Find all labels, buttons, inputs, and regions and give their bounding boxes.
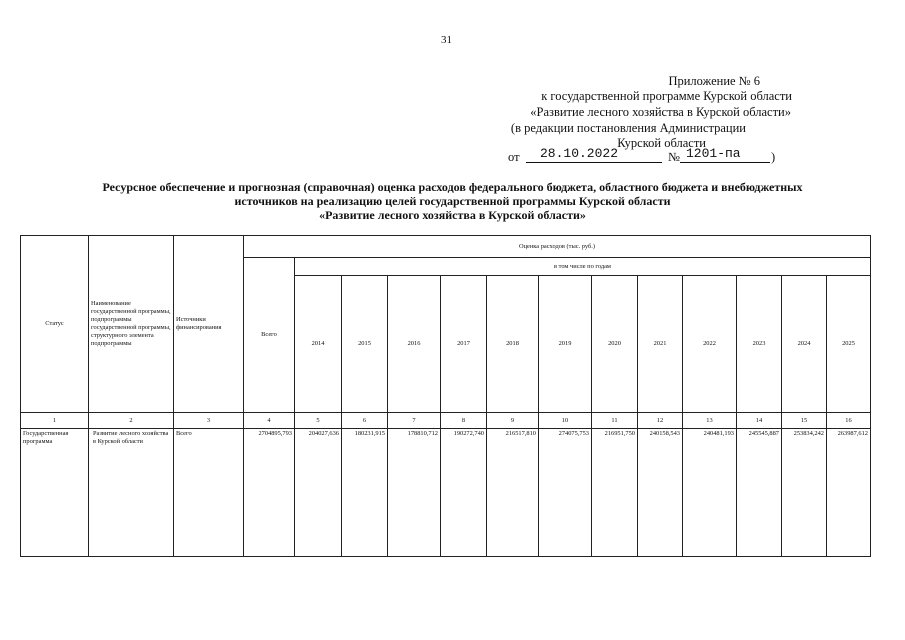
appendix-line-2: «Развитие лесного хозяйства в Курской области»: [530, 105, 791, 119]
header-status: Статус: [21, 236, 89, 413]
index-cell: 10: [539, 413, 592, 429]
appendix-title: Приложение № 6: [668, 74, 760, 88]
decree-date-number-row: [506, 146, 796, 164]
row-year-value: 190272,740: [441, 429, 487, 557]
index-cell: 9: [487, 413, 539, 429]
header-name: Наименование государственной программы, подпрограммы государственной программы, структурного элемента подпрограммы: [89, 236, 174, 413]
header-year: 2020: [592, 276, 638, 413]
header-estimate: Оценка расходов (тыс. руб.): [244, 236, 871, 258]
header-year: 2017: [441, 276, 487, 413]
appendix-line-1: к государственной программе Курской области: [541, 89, 792, 103]
index-cell: 2: [89, 413, 174, 429]
header-year: 2018: [487, 276, 539, 413]
index-cell: 11: [592, 413, 638, 429]
appendix-line-3: (в редакции постановления Администрации: [510, 121, 746, 135]
header-total: Всего: [244, 258, 295, 413]
index-cell: 3: [174, 413, 244, 429]
index-cell: 12: [638, 413, 683, 429]
index-cell: 1: [21, 413, 89, 429]
row-total: 2704895,793: [244, 429, 295, 557]
row-status: Государственная программа: [21, 429, 89, 557]
page-number: 31: [441, 34, 452, 46]
index-cell: 14: [737, 413, 782, 429]
index-cell: 13: [683, 413, 737, 429]
date-underline: [526, 162, 662, 163]
index-cell: 4: [244, 413, 295, 429]
header-year: 2015: [342, 276, 388, 413]
index-cell: 5: [295, 413, 342, 429]
header-year: 2025: [827, 276, 871, 413]
index-cell: 6: [342, 413, 388, 429]
number-prefix: №: [668, 150, 680, 164]
row-year-value: 204027,636: [295, 429, 342, 557]
row-year-value: 263987,612: [827, 429, 871, 557]
row-year-value: 180231,915: [342, 429, 388, 557]
row-year-value: 240158,543: [638, 429, 683, 557]
index-cell: 7: [388, 413, 441, 429]
row-year-value: 240481,193: [683, 429, 737, 557]
row-year-value: 274075,753: [539, 429, 592, 557]
index-cell: 16: [827, 413, 871, 429]
header-by-years: в том числе по годам: [295, 258, 871, 276]
close-paren: ): [771, 150, 776, 164]
header-year: 2021: [638, 276, 683, 413]
header-year: 2014: [295, 276, 342, 413]
row-year-value: 216517,810: [487, 429, 539, 557]
header-year: 2024: [782, 276, 827, 413]
row-year-value: 253834,242: [782, 429, 827, 557]
header-year: 2022: [683, 276, 737, 413]
document-heading: [40, 180, 865, 222]
header-year: 2019: [539, 276, 592, 413]
header-sources: Источники финансирования: [174, 236, 244, 413]
header-year: 2023: [737, 276, 782, 413]
row-source: Всего: [174, 429, 244, 557]
index-cell: 8: [441, 413, 487, 429]
row-year-value: 178810,712: [388, 429, 441, 557]
heading-line-2: источников на реализацию целей государственной программы Курской области: [234, 194, 671, 208]
heading-line-3: «Развитие лесного хозяйства в Курской области»: [319, 208, 586, 222]
heading-line-1: Ресурсное обеспечение и прогнозная (справочная) оценка расходов федерального бюджета, областного бюджета и внебюджетных: [102, 180, 803, 194]
index-cell: 15: [782, 413, 827, 429]
resource-table: [20, 235, 871, 557]
number-underline: [680, 162, 770, 163]
row-year-value: 245545,887: [737, 429, 782, 557]
appendix-line-4: Курской области: [617, 136, 706, 150]
decree-number: 1201-па: [686, 146, 741, 161]
decree-date: 28.10.2022: [540, 146, 619, 161]
row-year-value: 216951,750: [592, 429, 638, 557]
date-prefix: от: [508, 150, 520, 164]
header-year: 2016: [388, 276, 441, 413]
table-row: [21, 429, 871, 557]
row-name: Развитие лесного хозяйства в Курской области: [89, 429, 174, 557]
